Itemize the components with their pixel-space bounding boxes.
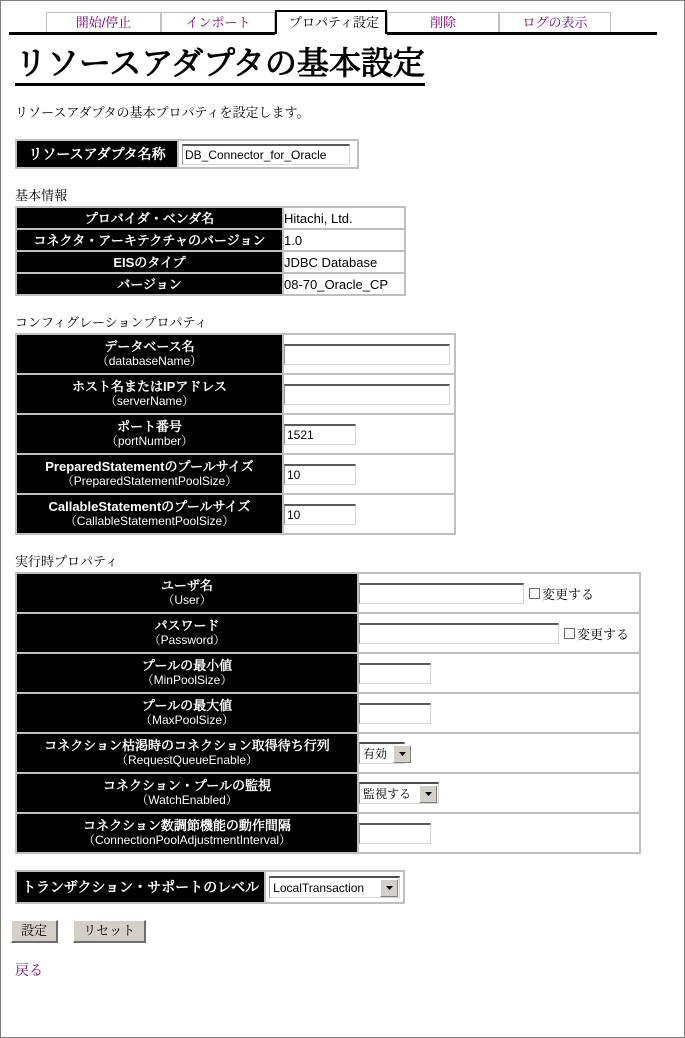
transaction-level-label: トランザクション・サポートのレベル (16, 871, 265, 903)
row-label-text: ポート番号 (116, 419, 182, 434)
property-select-value: 監視する (363, 787, 412, 801)
row-label: EISのタイプ (16, 251, 283, 273)
adapter-name-cell (178, 140, 358, 168)
row-label-text: ユーザ名 (160, 578, 213, 593)
row-label-key: （CallableStatementPoolSize） (64, 514, 235, 528)
row-label-text: プールの最小値 (141, 658, 233, 673)
table-row (16, 871, 404, 903)
chevron-down-icon[interactable] (380, 879, 398, 897)
row-label (16, 653, 358, 693)
row-label-key: （User） (162, 593, 212, 607)
row-label-text: コネクション・プールの監視 (102, 778, 272, 793)
tab-strip (46, 10, 611, 34)
table-row (16, 414, 455, 454)
row-label-key: （databaseName） (96, 354, 203, 368)
table-row (16, 653, 640, 693)
row-value-cell (358, 693, 640, 733)
property-input[interactable] (359, 623, 559, 644)
row-value-cell (283, 494, 455, 534)
config-props-table (15, 333, 456, 535)
row-value-cell (283, 374, 455, 414)
row-label (16, 334, 283, 374)
tab-bar (1, 10, 684, 42)
property-input[interactable] (359, 583, 524, 604)
property-input[interactable] (359, 663, 431, 684)
table-row (16, 374, 455, 414)
submit-button[interactable]: 設定 (11, 920, 58, 943)
table-row (16, 693, 640, 733)
row-value-cell (283, 334, 455, 374)
row-label-key: （RequestQueueEnable） (115, 753, 259, 767)
table-row (16, 573, 640, 613)
row-label-text: コネクション数調節機能の動作間隔 (83, 818, 291, 833)
row-label (16, 374, 283, 414)
adapter-name-table (15, 139, 359, 169)
row-value-cell (358, 773, 640, 813)
row-label: バージョン (16, 273, 283, 295)
row-label-key: （portNumber） (105, 434, 194, 448)
row-label-text: プールの最大値 (141, 698, 233, 713)
row-value-cell (358, 733, 640, 773)
property-select-value: 有効 (363, 747, 388, 761)
chevron-down-icon[interactable] (393, 745, 411, 763)
chevron-down-icon[interactable] (419, 785, 437, 803)
basic-info-section-label: 基本情報 (15, 188, 68, 203)
row-value-cell (283, 454, 455, 494)
row-label-text: パスワード (154, 618, 220, 633)
change-checkbox-wrapper[interactable] (529, 584, 594, 603)
property-input[interactable] (284, 424, 356, 445)
row-label (16, 573, 358, 613)
page-description: リソースアダプタの基本プロパティを設定します。 (15, 105, 310, 120)
table-row (16, 229, 405, 251)
adapter-name-input[interactable] (182, 144, 350, 165)
table-row (16, 773, 640, 813)
row-label (16, 613, 358, 653)
row-label (16, 773, 358, 813)
change-checkbox-label: 変更する (542, 586, 595, 602)
row-label-key: （Password） (148, 633, 226, 647)
config-props-section-label: コンフィグレーションプロパティ (15, 315, 208, 330)
row-label-key: （WatchEnabled） (136, 793, 238, 807)
change-checkbox-label: 変更する (577, 626, 630, 642)
transaction-level-table (15, 870, 405, 904)
transaction-level-cell (265, 871, 404, 903)
row-label-key: （MinPoolSize） (141, 673, 233, 687)
row-value-cell (358, 573, 640, 613)
row-value-cell (283, 414, 455, 454)
row-value: 1.0 (283, 229, 405, 251)
tab-2[interactable]: インポート (161, 12, 275, 34)
property-input[interactable] (284, 344, 450, 365)
tab-1[interactable]: 開始/停止 (46, 12, 161, 34)
table-row (16, 494, 455, 534)
change-checkbox-wrapper[interactable] (564, 624, 629, 643)
table-row (16, 273, 405, 295)
table-row (16, 251, 405, 273)
row-label-text: コネクション枯渇時のコネクション取得待ち行列 (44, 738, 330, 753)
property-input[interactable] (284, 384, 450, 405)
tab-3[interactable]: プロパティ設定 (275, 10, 387, 34)
table-row (16, 454, 455, 494)
row-label-key: （MaxPoolSize） (139, 713, 235, 727)
row-label (16, 733, 358, 773)
row-value: Hitachi, Ltd. (283, 207, 405, 229)
row-label-text: PreparedStatementのプールサイズ (45, 459, 254, 474)
runtime-props-table (15, 572, 641, 854)
tab-5[interactable]: ログの表示 (499, 12, 611, 34)
table-row (16, 813, 640, 853)
row-label (16, 693, 358, 733)
change-checkbox[interactable] (529, 588, 540, 599)
table-row (16, 334, 455, 374)
row-label (16, 813, 358, 853)
row-label: プロバイダ・ベンダ名 (16, 207, 283, 229)
row-value: 08-70_Oracle_CP (283, 273, 405, 295)
back-link[interactable]: 戻る (15, 962, 43, 978)
runtime-props-section-label: 実行時プロパティ (15, 554, 118, 569)
value-group (359, 583, 639, 604)
row-label-text: CallableStatementのプールサイズ (48, 499, 251, 514)
property-input[interactable] (284, 504, 356, 525)
row-value-cell (358, 813, 640, 853)
value-group (359, 623, 639, 644)
transaction-level-selected-value: LocalTransaction (273, 880, 365, 895)
property-input[interactable] (359, 823, 431, 844)
adapter-name-label: リソースアダプタ名称 (16, 140, 178, 168)
row-label-key: （PreparedStatementPoolSize） (61, 474, 238, 488)
row-value-cell (358, 613, 640, 653)
row-label-text: ホスト名またはIPアドレス (72, 379, 227, 394)
table-row (16, 207, 405, 229)
property-input[interactable] (284, 464, 356, 485)
property-input[interactable] (359, 703, 431, 724)
row-label-key: （ConnectionPoolAdjustmentInterval） (82, 833, 292, 847)
row-label (16, 494, 283, 534)
transaction-level-select[interactable] (269, 876, 400, 898)
page-title: リソースアダプタの基本設定 (15, 44, 425, 86)
basic-info-table (15, 206, 406, 296)
row-label: コネクタ・アーキテクチャのバージョン (16, 229, 283, 251)
row-value-cell (358, 653, 640, 693)
table-row (16, 733, 640, 773)
property-select[interactable] (359, 742, 405, 764)
row-label (16, 414, 283, 454)
tab-4[interactable]: 削除 (387, 12, 499, 34)
row-label-text: データベース名 (104, 339, 195, 354)
change-checkbox[interactable] (564, 628, 575, 639)
row-value: JDBC Database (283, 251, 405, 273)
reset-button[interactable]: リセット (73, 920, 146, 943)
table-row (16, 613, 640, 653)
row-label-key: （serverName） (104, 394, 195, 408)
row-label (16, 454, 283, 494)
property-select[interactable] (359, 782, 439, 804)
table-row (16, 140, 358, 168)
